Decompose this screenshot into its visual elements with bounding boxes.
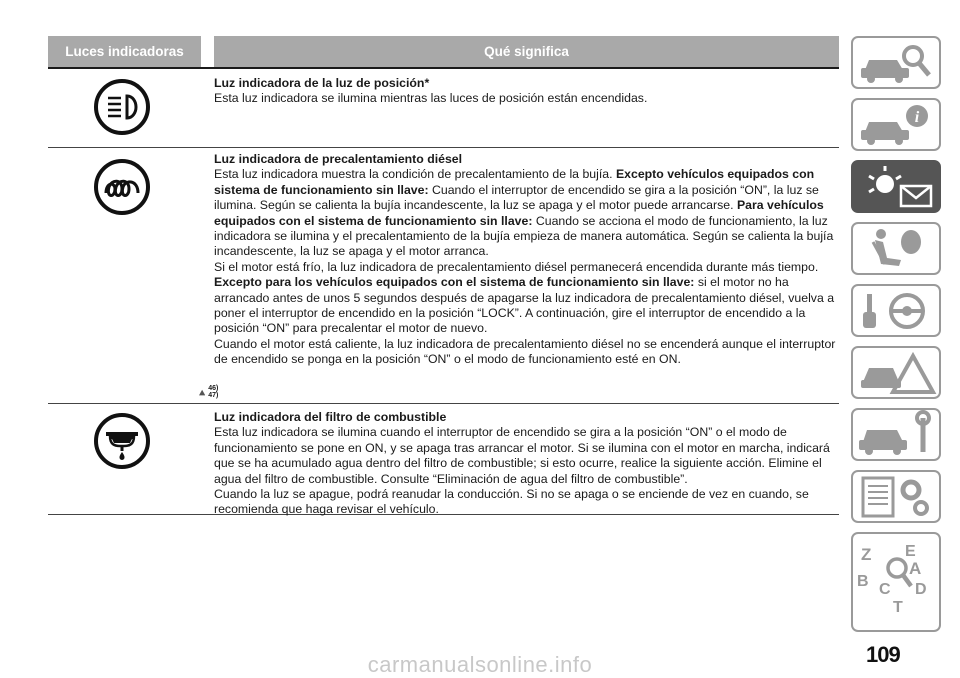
page-number: 109 [866, 642, 900, 667]
tab-technical-data[interactable] [851, 470, 941, 523]
row-body-text: Esta luz indicadora muestra la condición de precalentamiento de la bujía. [214, 167, 616, 182]
index-letter: Z [861, 545, 872, 564]
tab-alphabetical-index[interactable] [851, 532, 941, 632]
tab-maintenance[interactable] [851, 408, 941, 461]
alphabet-index-icon [853, 534, 939, 630]
car-wrench-icon [853, 410, 939, 459]
table-header [48, 36, 839, 67]
fuel-filter-icon [93, 412, 151, 470]
table-row [48, 404, 839, 515]
glow-plug-icon [93, 158, 151, 216]
row-body: Esta luz indicadora se ilumina cuando el interruptor de encendido se gira a la posición “ON” o el modo de funcionamiento se pone en ON, y se apaga tras arrancar el motor. Si se ilumina con el motor en marcha, indicará que se ha acumulado agua dentro del filtro de combustible; si esto ocurre, realice la siguiente acción. Elimine el agua del filtro de combustible. Consulte “Eliminación de agua del filtro de combustible”. [214, 425, 830, 486]
header-indicator-lights: Luces indicadoras [65, 44, 184, 59]
row-body-text: si el motor no ha arrancado antes de unos 5 segundos después de apagarse la luz indicadora de precalentamiento diésel, vuelva a poner el interruptor de encendido en la posición “LOCK”. A continuación, gire el interruptor de encendido a la posición “ON” para precalentar el motor de nuevo. [214, 275, 835, 336]
row-body-text: Cuando el motor está caliente, la luz indicadora de precalentamiento diésel no se encenderá aunque el interruptor de encendido se ponga en la posición “ON” o el modo de funcionamiento esté en ON. [214, 336, 836, 367]
tab-car-info[interactable] [851, 98, 941, 151]
car-search-icon [853, 38, 939, 87]
watermark-text: carmanualsonline.info [367, 652, 593, 677]
row-body-bold: Para vehículos equipados con el sistema de funcionamiento sin llave: [214, 198, 824, 228]
index-letter: T [893, 599, 903, 616]
row-body: Esta luz indicadora se ilumina mientras las luces de posición están encendidas. [214, 91, 648, 106]
svg-text:i: i [914, 109, 920, 126]
tab-safety[interactable] [851, 222, 941, 275]
seat-airbag-icon [853, 224, 939, 273]
index-letter: A [909, 559, 922, 578]
index-letter: D [915, 581, 927, 598]
specs-gears-icon [853, 472, 939, 521]
row-body: Cuando la luz se apague, podrá reanudar la conducción. Si no se apaga o se enciende de vez en cuando, se recomienda que haga revisar el vehículo. [214, 487, 809, 517]
car-warning-triangle-icon [853, 348, 939, 397]
row-body-text: Cuando se acciona el modo de funcionamiento, la luz indicadora se ilumina y el precalentamiento de la bujía empieza de manera automática. Según se calienta la bujía incandescente, la luz se apaga y el motor arranca. [214, 213, 834, 259]
warning-triangle-icon [199, 388, 205, 397]
header-meaning: Qué significa [484, 44, 569, 59]
notes-reference [199, 385, 222, 399]
index-letter: E [905, 543, 916, 560]
tab-warning-lights[interactable] [851, 160, 941, 213]
table-row [48, 69, 839, 148]
row-title: Luz indicadora de la luz de posición* [214, 76, 430, 90]
car-info-icon [853, 100, 939, 149]
row-title: Luz indicadora del filtro de combustible [214, 410, 447, 424]
indicator-table [48, 36, 839, 515]
position-light-icon [93, 78, 151, 136]
tab-car-search[interactable] [851, 36, 941, 89]
index-letter: B [857, 573, 869, 590]
tab-emergency[interactable] [851, 346, 941, 399]
row-title: Luz indicadora de precalentamiento diésel [214, 152, 463, 166]
table-row [48, 148, 839, 404]
warning-light-envelope-icon [853, 162, 939, 211]
row-body-bold: Excepto vehículos equipados con sistema de funcionamiento sin llave: [214, 167, 815, 197]
row-body-text: Cuando el interruptor de encendido se gira a la posición “ON”, la luz se ilumina. Según se calienta la bujía incandescente, la luz se apaga y el motor puede arrancarse. [214, 182, 819, 213]
index-letter: C [879, 581, 891, 598]
row-body-text: Si el motor está frío, la luz indicadora de precalentamiento diésel permanecerá encendida durante más tiempo. [214, 259, 819, 274]
key-steering-wheel-icon [853, 286, 939, 335]
tab-starting-driving[interactable] [851, 284, 941, 337]
notes-text: 46) 47) [208, 385, 219, 399]
row-body-bold: Excepto para los vehículos equipados con el sistema de funcionamiento sin llave: [214, 275, 695, 290]
